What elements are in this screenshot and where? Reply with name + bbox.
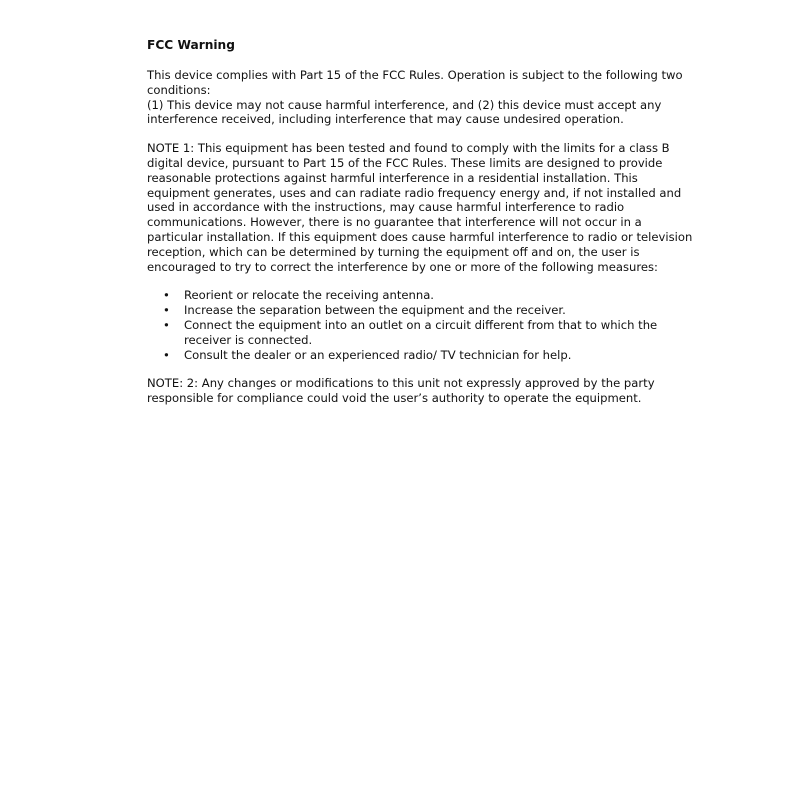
note2-line: responsible for compliance could void the user’s authority to operate the equipment. — [147, 391, 642, 406]
note1-paragraph — [147, 141, 693, 274]
document-content — [147, 38, 693, 420]
note2-paragraph — [147, 376, 667, 406]
measure-text: Increase the separation between the equipment and the receiver. — [184, 303, 566, 318]
intro-line: conditions: — [147, 82, 211, 97]
bullet-icon: • — [163, 303, 170, 318]
intro-line: This device complies with Part 15 of the FCC Rules. Operation is subject to the following two — [147, 68, 683, 82]
note1-line: digital device, pursuant to Part 15 of the FCC Rules. These limits are designed to provide — [147, 155, 663, 170]
list-item — [147, 318, 667, 348]
bullet-icon: • — [163, 347, 170, 362]
note2-line: NOTE: 2: Any changes or modifications to this unit not expressly approved by the party — [147, 376, 655, 391]
measures-list — [147, 288, 667, 362]
note1-line: reasonable protections against harmful interference in a residential installation. This — [147, 170, 638, 185]
measure-text: Reorient or relocate the receiving antenna. — [184, 288, 434, 303]
note1-line: communications. However, there is no guarantee that interference will not occur in a — [147, 215, 642, 230]
document-title: FCC Warning — [147, 38, 235, 52]
note1-line: reception, which can be determined by turning the equipment off and on, the user is — [147, 244, 640, 259]
intro-line: interference received, including interference that may cause undesired operation. — [147, 112, 624, 127]
measure-text: receiver is connected. — [184, 332, 313, 347]
note1-line: equipment generates, uses and can radiate radio frequency energy and, if not installed and — [147, 185, 682, 200]
note1-line: encouraged to try to correct the interference by one or more of the following measures: — [147, 259, 658, 274]
note1-line: used in accordance with the instructions, may cause harmful interference to radio — [147, 200, 625, 215]
bullet-icon: • — [163, 317, 170, 332]
measure-text: Connect the equipment into an outlet on a circuit different from that to which the — [184, 317, 658, 332]
measure-text: Consult the dealer or an experienced radio/ TV technician for help. — [184, 347, 572, 362]
list-item — [147, 288, 667, 303]
bullet-icon: • — [163, 288, 170, 303]
intro-line: (1) This device may not cause harmful interference, and (2) this device must accept any — [147, 97, 662, 112]
list-item — [147, 303, 667, 318]
note1-line: NOTE 1: This equipment has been tested and found to comply with the limits for a class B — [147, 141, 670, 156]
intro-paragraph — [147, 68, 683, 127]
note1-line: particular installation. If this equipment does cause harmful interference to radio or television — [147, 229, 693, 244]
list-item — [147, 348, 667, 363]
